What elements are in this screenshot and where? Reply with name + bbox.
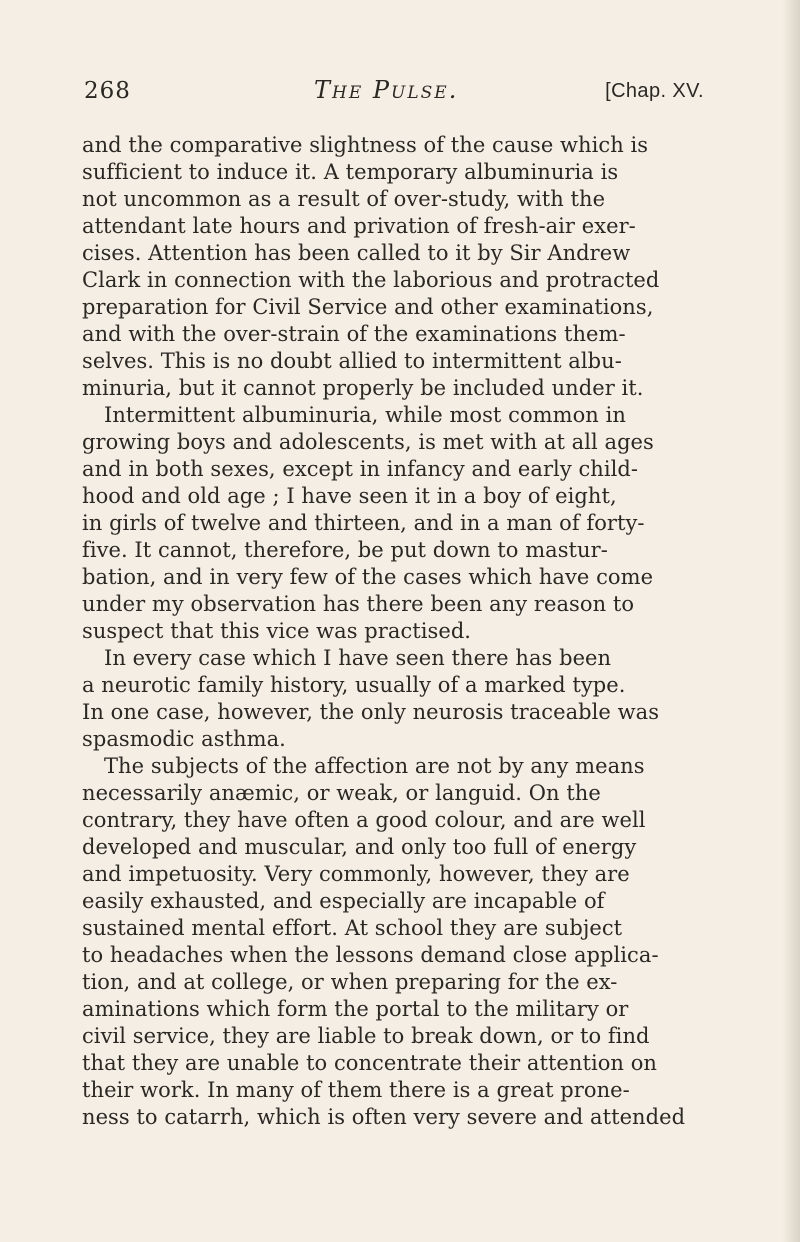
- text-line: sufficient to induce it. A temporary albuminuria is: [82, 160, 619, 184]
- text-line: preparation for Civil Service and other examinations,: [82, 295, 654, 319]
- text-line: under my observation has there been any reason to: [82, 592, 635, 616]
- text-line: sustained mental effort. At school they are subject: [82, 916, 623, 940]
- paragraph-start-line: The subjects of the affection are not by any means: [104, 754, 645, 778]
- text-line: In one case, however, the only neurosis traceable was: [82, 700, 660, 724]
- paragraph-start-line: In every case which I have seen there has been: [104, 646, 612, 670]
- text-line: easily exhausted, and especially are incapable of: [82, 889, 605, 913]
- text-line: a neurotic family history, usually of a marked type.: [82, 673, 626, 697]
- text-line: Clark in connection with the laborious and protracted: [82, 268, 660, 292]
- running-title: The Pulse.: [314, 76, 459, 104]
- text-line: hood and old age ; I have seen it in a boy of eight,: [82, 484, 617, 508]
- text-line: selves. This is no doubt allied to intermittent albu-: [82, 349, 622, 373]
- body-text: [82, 132, 702, 1131]
- text-line: growing boys and adolescents, is met with at all ages: [82, 430, 654, 454]
- page-edge-shadow: [782, 0, 800, 1242]
- text-line: and with the over-strain of the examinations them-: [82, 322, 626, 346]
- text-line: contrary, they have often a good colour, and are well: [82, 808, 646, 832]
- text-line: bation, and in very few of the cases which have come: [82, 565, 654, 589]
- text-line: tion, and at college, or when preparing for the ex-: [82, 970, 618, 994]
- text-line: five. It cannot, therefore, be put down to mastur-: [82, 538, 608, 562]
- text-line: not uncommon as a result of over-study, with the: [82, 187, 606, 211]
- text-line: developed and muscular, and only too full of energy: [82, 835, 637, 859]
- text-line: suspect that this vice was practised.: [82, 619, 472, 643]
- paragraph-start-line: Intermittent albuminuria, while most common in: [104, 403, 626, 427]
- text-line: ness to catarrh, which is often very severe and attended: [82, 1105, 686, 1129]
- text-line: cises. Attention has been called to it by Sir Andrew: [82, 241, 631, 265]
- text-line: aminations which form the portal to the military or: [82, 997, 629, 1021]
- text-line: and impetuosity. Very commonly, however, they are: [82, 862, 630, 886]
- text-line: minuria, but it cannot properly be included under it.: [82, 376, 644, 400]
- text-line: that they are unable to concentrate their attention on: [82, 1051, 658, 1075]
- chapter-reference: [Chap. XV.: [605, 80, 704, 102]
- text-line: and the comparative slightness of the cause which is: [82, 133, 649, 157]
- page-header: [84, 76, 704, 110]
- page-number: 268: [84, 78, 131, 104]
- text-line: in girls of twelve and thirteen, and in a man of forty-: [82, 511, 645, 535]
- text-line: necessarily anæmic, or weak, or languid. On the: [82, 781, 601, 805]
- text-line: and in both sexes, except in infancy and early child-: [82, 457, 639, 481]
- text-line: spasmodic asthma.: [82, 727, 286, 751]
- text-line: civil service, they are liable to break down, or to find: [82, 1024, 650, 1048]
- text-line: to headaches when the lessons demand close applica-: [82, 943, 659, 967]
- text-line: their work. In many of them there is a great prone-: [82, 1078, 630, 1102]
- text-line: attendant late hours and privation of fresh-air exer-: [82, 214, 636, 238]
